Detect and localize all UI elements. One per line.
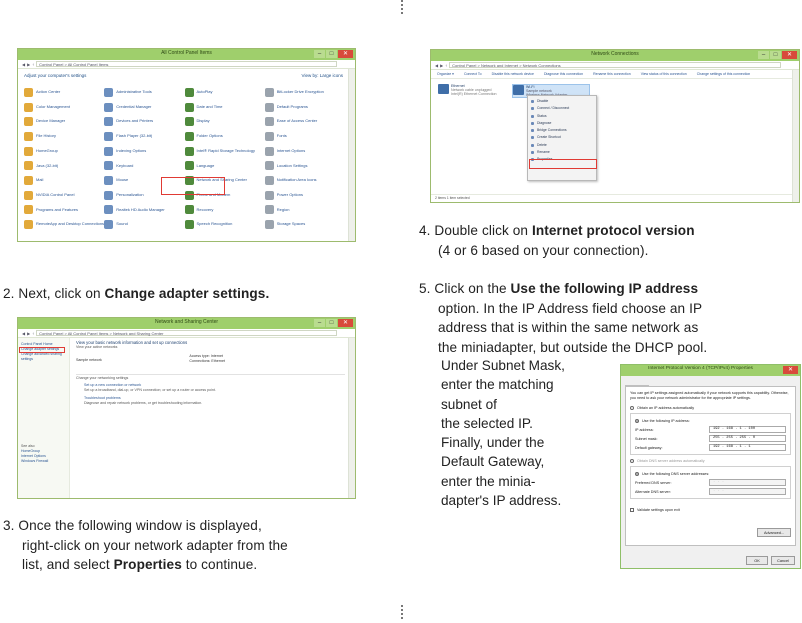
subnet-mask-label: Subnet mask: [635,436,658,441]
adapter-ethernet[interactable]: Ethernet Network cable unplugged Intel(R) Ethernet Connection [438,84,498,96]
network-name: Sample network [76,358,102,362]
title-bar [431,50,799,61]
step-5-emphasis: Use the following IP address [510,281,699,296]
highlight-network-and-sharing [161,177,225,195]
preferred-dns-label: Preferred DNS server: [635,480,672,485]
control-panel-item-icon [104,176,113,185]
network-connections-window [430,49,800,203]
control-panel-item-icon [104,117,113,126]
context-menu-item[interactable]: Properties [528,156,596,163]
ipv4-properties-dialog [620,364,801,569]
setup-connection-desc: Set up a broadband, dial-up, or VPN connection; or set up a router or access point. [84,388,216,392]
command-bar-item[interactable]: Rename this connection [593,72,631,76]
change-settings-label: Change your networking settings [76,374,345,381]
control-panel-item[interactable] [185,158,265,173]
step-2-emphasis: Change adapter settings. [104,286,270,301]
see-also-firewall[interactable]: Windows Firewall [21,459,49,463]
window-title: Network Connections [591,51,639,57]
control-panel-item[interactable] [24,203,104,218]
control-panel-item[interactable] [24,158,104,173]
control-panel-item-label: Mouse [116,177,129,183]
control-panel-item[interactable] [24,114,104,129]
status-bar: 2 items 1 item selected [431,194,799,202]
general-panel [625,386,796,546]
close-button[interactable]: ✕ [338,319,353,327]
validate-checkbox[interactable]: Validate settings upon exit [630,505,791,514]
active-networks-label: View your active networks [76,345,118,349]
page-title: Adjust your computer's settings [24,72,87,78]
step-3-emphasis: Properties [113,557,182,573]
control-panel-item-icon [24,117,33,126]
control-panel-item[interactable] [185,144,265,159]
back-icon[interactable]: ◀ [435,62,439,68]
dialog-title: Internet Protocol Version 4 (TCP/IPv4) Properties [648,366,753,371]
title-bar [621,365,800,376]
ethernet-adapter-icon [438,84,449,94]
step-3-text: 3. Once the following window is displayed, right-click on your network adapter from the list, and select Properties to continue. [3,518,288,573]
minimize-button[interactable]: – [758,51,769,59]
control-panel-item-label: Sound [116,221,128,227]
control-panel-item[interactable] [265,114,345,129]
control-panel-item-icon [185,103,194,112]
control-panel-item-icon [265,161,274,170]
see-also-heading: See also [21,444,35,448]
control-panel-item[interactable] [104,129,184,144]
step-5-side-text: Under Subnet Mask, enter the matching subnet of the selected IP. Finally, under the Default Gateway, enter the minia- dapter's IP address. [441,358,565,509]
control-panel-item-label: Location Settings [276,162,308,168]
control-panel-item-label: Default Programs [276,103,308,109]
highlight-properties [529,159,597,169]
context-menu-item[interactable]: Diagnose [528,120,596,127]
control-panel-item[interactable] [24,173,104,188]
control-panel-item-label: Personalization [116,191,144,197]
control-panel-item[interactable] [185,203,265,218]
alternate-dns-label: Alternate DNS server: [635,489,671,494]
title-bar [18,49,355,60]
maximize-button[interactable]: □ [326,319,337,327]
control-panel-item[interactable] [265,144,345,159]
radio-auto-ip[interactable]: Obtain an IP address automatically [630,403,791,412]
radio-auto-dns[interactable]: Obtain DNS server address automatically [630,456,791,465]
control-panel-item-icon [265,205,274,214]
control-panel-item-label: BitLocker Drive Encryption [276,89,324,95]
alternate-dns-field[interactable]: . . . [709,488,786,495]
ok-button[interactable]: OK [746,556,768,565]
forward-icon[interactable]: ▶ [440,62,444,68]
subnet-mask-field[interactable]: 255 . 255 . 255 . 0 [709,435,786,442]
control-panel-item-icon [265,132,274,141]
control-panel-item-label: Internet Options [276,147,306,153]
control-panel-item[interactable] [265,158,345,173]
step-2-text: 2. Next, click on Change adapter settings. [3,286,270,301]
control-panel-item[interactable] [24,188,104,203]
control-panel-item-label: Intel® Rapid Storage Technology [196,147,255,153]
command-bar-item[interactable]: Diagnose this connection [544,72,584,76]
control-panel-item[interactable] [185,217,265,232]
fold-mark-top [401,0,403,14]
close-button[interactable]: ✕ [783,366,798,374]
command-bar-item[interactable]: Connect To [463,72,482,76]
cancel-button[interactable]: Cancel [771,556,795,565]
address-bar [18,329,355,338]
control-panel-item[interactable] [265,173,345,188]
control-panel-item-label: Notification Area Icons [276,177,317,183]
control-panel-item[interactable] [104,158,184,173]
step-5-text: 5. Click on the Use the following IP address option. In the IP Address field choose an IP address that is within the same network as the miniadapter, but outside the DHCP pool. [419,281,708,355]
control-panel-item-label: RemoteApp and Desktop Connections [36,221,105,227]
back-icon[interactable]: ◀ [22,61,26,67]
control-panel-item-icon [104,205,113,214]
control-panel-item[interactable] [265,188,345,203]
see-also-internet-options[interactable]: Internet Options [21,454,46,458]
control-panel-item-icon [265,191,274,200]
control-panel-item-label: Devices and Printers [116,118,154,124]
control-panel-item[interactable] [265,85,345,100]
step-4-text: 4. Double click on Internet protocol version (4 or 6 based on your connection). [419,223,695,258]
control-panel-item[interactable] [265,203,345,218]
back-icon[interactable]: ◀ [22,330,26,336]
control-panel-item-label: Speech Recognition [196,221,233,227]
control-panel-item-icon [265,220,274,229]
control-panel-item[interactable] [185,85,265,100]
control-panel-item-icon [24,88,33,97]
control-panel-item[interactable] [24,100,104,115]
control-panel-item-label: Ease of Access Center [276,118,318,124]
control-panel-item-icon [24,205,33,214]
control-panel-item-label: Color Management [36,103,71,109]
command-bar-item[interactable]: Organize ▾ [437,72,454,76]
context-menu-item[interactable]: Bridge Connections [528,127,596,134]
control-panel-item[interactable] [185,100,265,115]
step-4-emphasis: Internet protocol version [531,223,695,238]
intro-text: You can get IP settings assigned automatically if your network supports this capability. Otherwise, you need to ask your network administrator for the appropriate IP settings. [630,391,789,400]
control-panel-item-icon [104,88,113,97]
control-panel-item-label: Date and Time [196,103,223,109]
control-panel-item-label: Region [276,206,290,212]
control-panel-item[interactable] [104,85,184,100]
control-panel-item-label: Credential Manager [116,103,152,109]
maximize-button[interactable]: □ [326,50,337,58]
forward-icon[interactable]: ▶ [27,330,31,336]
ip-group [630,413,791,455]
control-panel-item-icon [24,191,33,200]
context-menu-item[interactable]: Disable [528,98,596,105]
radio-manual-ip[interactable]: Use the following IP address: [635,416,786,425]
radio-manual-dns[interactable]: Use the following DNS server addresses: [635,469,786,478]
context-menu-item[interactable]: Delete [528,142,596,149]
troubleshoot-desc: Diagnose and repair network problems, or get troubleshooting information. [84,401,203,405]
view-by-selector[interactable]: View by: Large icons [301,72,343,78]
address-field[interactable]: Control Panel > All Control Panel Items > Network and Sharing Center [36,330,337,336]
control-panel-item[interactable] [104,144,184,159]
control-panel-item-label: Storage Spaces [276,221,306,227]
ip-address-label: IP address: [635,427,654,432]
title-bar [18,318,355,329]
control-panel-item-label: Keyboard [116,162,134,168]
context-menu-item[interactable]: Status [528,113,596,120]
control-panel-item-icon [104,103,113,112]
control-panel-item[interactable] [24,217,104,232]
access-type-value: Internet [210,354,223,358]
control-panel-item-icon [104,220,113,229]
control-panel-item-icon [24,220,33,229]
control-panel-item-icon [265,117,274,126]
control-panel-item-label: Language [196,162,215,168]
control-panel-item-label: Administrative Tools [116,89,152,95]
connections-label: Connections: [189,359,211,363]
address-field[interactable]: Control Panel > Network and Internet > Network Connections [449,62,781,68]
side-link-advanced-sharing[interactable]: Change advanced sharing settings [21,352,62,361]
control-panel-item-icon [24,161,33,170]
control-panel-item-icon [185,88,194,97]
forward-icon[interactable]: ▶ [27,61,31,67]
control-panel-item-label: Indexing Options [116,147,147,153]
control-panel-item-icon [24,103,33,112]
scrollbar[interactable] [792,70,799,202]
control-panel-item[interactable] [265,100,345,115]
context-menu-item[interactable]: Connect / Disconnect [528,105,596,112]
control-panel-item-label: File History [36,133,57,139]
scrollbar[interactable] [348,69,355,241]
control-panel-item[interactable] [185,129,265,144]
connections-link[interactable]: Ethernet [211,359,225,363]
control-panel-item-label: Programs and Features [36,206,79,212]
control-panel-item-icon [104,147,113,156]
control-panel-item-label: Recovery [196,206,214,212]
control-panel-item[interactable] [104,100,184,115]
gateway-label: Default gateway: [635,445,663,450]
main-pane [76,340,345,406]
control-panel-item-label: Folder Options [196,133,223,139]
adapter-wifi[interactable]: Wi-Fi Sample network [512,84,590,98]
control-panel-item-icon [104,191,113,200]
wifi-adapter-icon [513,85,524,95]
up-icon[interactable]: ↑ [32,61,35,67]
side-panel [18,338,70,498]
fold-mark-bottom [401,605,403,619]
control-panel-item-icon [185,132,194,141]
up-icon[interactable]: ↑ [32,330,35,336]
network-sharing-window [17,317,356,499]
control-panel-item[interactable] [104,203,184,218]
command-bar [431,70,799,79]
control-panel-item-icon [24,147,33,156]
control-panel-window [17,48,356,242]
close-button[interactable]: ✕ [782,51,797,59]
control-panel-item-icon [185,220,194,229]
control-panel-item[interactable] [185,114,265,129]
gateway-field[interactable]: 192 . 168 . 1 . 1 [709,444,786,451]
minimize-button[interactable]: – [314,319,325,327]
advanced-button[interactable]: Advanced... [757,528,791,537]
control-panel-item-icon [104,132,113,141]
up-icon[interactable]: ↑ [445,62,448,68]
scrollbar[interactable] [348,338,355,498]
control-panel-item[interactable] [24,129,104,144]
control-panel-item-label: Device Manager [36,118,66,124]
window-title: All Control Panel Items [161,50,212,56]
control-panel-item-label: Network and Sharing Center [196,177,247,183]
highlight-change-adapter [19,347,65,353]
ip-address-field[interactable]: 192 . 168 . 1 . 100 [709,426,786,433]
address-bar [18,60,355,69]
access-type-label: Access type: [189,354,210,358]
control-panel-item[interactable] [265,129,345,144]
control-panel-item-icon [104,161,113,170]
window-title: Network and Sharing Center [154,319,219,325]
control-panel-item-label: Mail [36,177,44,183]
control-panel-item-icon [185,205,194,214]
address-field[interactable]: Control Panel > All Control Panel Items [36,61,337,67]
main-heading: View your basic network information and set up connections [76,340,188,345]
control-panel-item-icon [185,161,194,170]
control-panel-item-icon [265,147,274,156]
control-panel-item-label: Java (32-bit) [36,162,59,168]
address-bar [431,61,799,70]
control-panel-item-label: AutoPlay [196,89,213,95]
context-menu-item[interactable]: Create Shortcut [528,134,596,141]
control-panel-item-label: Display [196,118,210,124]
dns-group [630,466,791,499]
control-panel-item-icon [24,176,33,185]
control-panel-item-icon [185,117,194,126]
command-bar-item[interactable]: Change settings of this connection [696,72,751,76]
control-panel-item-icon [265,103,274,112]
control-panel-item-label: Realtek HD Audio Manager [116,206,165,212]
control-panel-item[interactable] [24,85,104,100]
control-panel-item-label: Power Options [276,191,303,197]
minimize-button[interactable]: – [314,50,325,58]
control-panel-item-icon [185,147,194,156]
command-bar-item[interactable]: View status of this connection [640,72,687,76]
control-panel-item-icon [265,88,274,97]
control-panel-item-label: Flash Player (32-bit) [116,133,153,139]
control-panel-item-label: NVIDIA Control Panel [36,191,75,197]
control-panel-item-label: HomeGroup [36,147,58,153]
control-panel-item-icon [265,176,274,185]
control-panel-item[interactable] [104,217,184,232]
command-bar-item[interactable]: Disable this network device [491,72,535,76]
control-panel-item-label: Fonts [276,133,287,139]
control-panel-item-icon [24,132,33,141]
control-panel-item[interactable] [104,114,184,129]
control-panel-item[interactable] [265,217,345,232]
control-panel-item-label: Action Center [36,89,61,95]
close-button[interactable]: ✕ [338,50,353,58]
control-panel-items [18,81,355,232]
maximize-button[interactable]: □ [770,51,781,59]
side-link-home[interactable]: Control Panel Home [21,342,53,346]
side-link-change-adapter[interactable]: Change adapter settings [21,347,66,352]
preferred-dns-field[interactable]: . . . [709,479,786,486]
troubleshoot-link[interactable]: Troubleshoot problems [84,396,121,400]
control-panel-item[interactable] [24,144,104,159]
context-menu-item[interactable]: Rename [528,149,596,156]
see-also-homegroup[interactable]: HomeGroup [21,449,41,453]
setup-connection-link[interactable]: Set up a new connection or network [84,383,142,387]
control-panel-item-label: Phone and Modem [196,191,231,197]
